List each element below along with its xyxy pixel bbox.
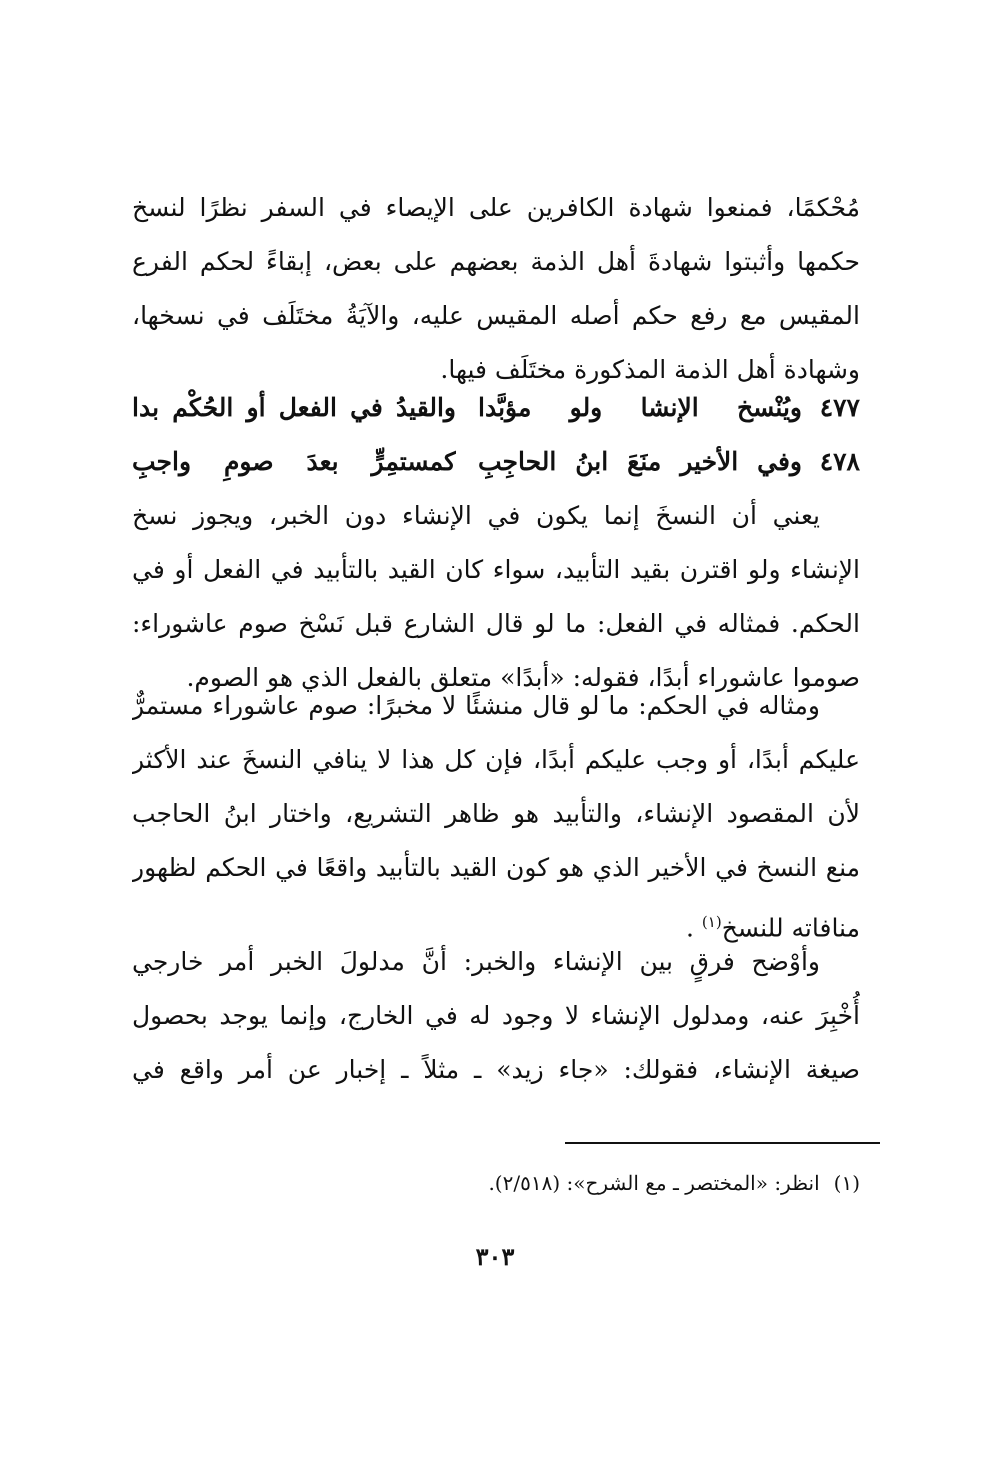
footnote-mark: (١)	[833, 1171, 860, 1195]
text-line: مُحْكمًا، فمنعوا شهادة الكافرين على الإيصاء في السفر نظرًا لنسخ	[132, 193, 860, 222]
text-line: صوموا عاشوراء أبدًا، فقوله: «أبدًا» متعلق بالفعل الذي هو الصوم.	[186, 663, 860, 692]
text-line: المقيس مع رفع حكم أصله المقيس عليه، والآيَةُ مختَلَف في نسخها،	[132, 301, 860, 330]
text-line: أُخْبِرَ عنه، ومدلول الإنشاء لا وجود له في الخارج، وإنما يوجد بحصول	[132, 1001, 860, 1030]
text-line: صيغة الإنشاء، فقولك: «جاء زيد» ـ مثلاً ـ إخبار عن أمر واقع في	[132, 1055, 860, 1084]
verse-number: ٤٧٨	[819, 447, 860, 476]
text-line: ومثاله في الحكم: ما لو قال منشئًا لا مخبرًا: صوم عاشوراء مستمرٌّ	[132, 691, 820, 720]
verse-477	[132, 381, 860, 435]
text-line: وأوْضح فرقٍ بين الإنشاء والخبر: أنَّ مدلولَ الخبر أمر خارجي	[132, 947, 820, 976]
footnote-divider	[565, 1142, 880, 1144]
text-fragment: .	[686, 913, 702, 943]
text-line: الإنشاء ولو اقترن بقيد التأبيد، سواء كان القيد بالتأبيد في الفعل أو في	[132, 555, 860, 584]
verse-first-hemistich: ويُنْسخ الإنشا ولو مؤبَّدا	[478, 393, 802, 422]
text-line: الحكم. فمثاله في الفعل: ما لو قال الشارع قبل نَسْخ صوم عاشوراء:	[132, 609, 860, 638]
footnote-text: انظر: «المختصر ـ مع الشرح»: (٢/٥١٨).	[488, 1171, 820, 1195]
footnote-reference[interactable]: (١)	[701, 913, 722, 931]
footnote	[300, 1166, 860, 1200]
verse-second-hemistich: كمستمِرٍّ بعدَ صومِ واجبِ	[132, 447, 456, 476]
text-fragment: منافاته للنسخ	[721, 913, 860, 943]
text-line: يعني أن النسخَ إنما يكون في الإنشاء دون الخبر، ويجوز نسخ	[132, 501, 820, 530]
text-line: منع النسخ في الأخير الذي هو كون القيد بالتأبيد واقعًا في الحكم لظهور	[132, 853, 860, 882]
paragraph-explanation	[132, 489, 860, 705]
verse-block	[132, 381, 860, 489]
page-number: ٣٠٣	[475, 1242, 515, 1271]
text-line: وشهادة أهل الذمة المذكورة مختَلَف فيها.	[440, 355, 860, 384]
text-line: حكمها وأثبتوا شهادةَ أهل الذمة بعضهم على بعض، إبقاءً لحكم الفرع	[132, 247, 860, 276]
verse-second-hemistich: والقيدُ في الفعل أو الحُكْم بدا	[132, 393, 456, 422]
paragraph-difference	[132, 935, 860, 1097]
verse-number: ٤٧٧	[819, 393, 860, 422]
verse-478	[132, 435, 860, 489]
text-line: لأن المقصود الإنشاء، والتأبيد هو ظاهر التشريع، واختار ابنُ الحاجب	[132, 799, 860, 828]
paragraph-continuation	[132, 181, 860, 397]
text-line: عليكم أبدًا، أو وجب عليكم أبدًا، فإن كل هذا لا ينافي النسخَ عند الأكثر	[132, 745, 860, 774]
verse-first-hemistich: وفي الأخير منَعَ ابنُ الحاجِبِ	[478, 447, 802, 476]
paragraph-example-ruling	[132, 679, 860, 949]
